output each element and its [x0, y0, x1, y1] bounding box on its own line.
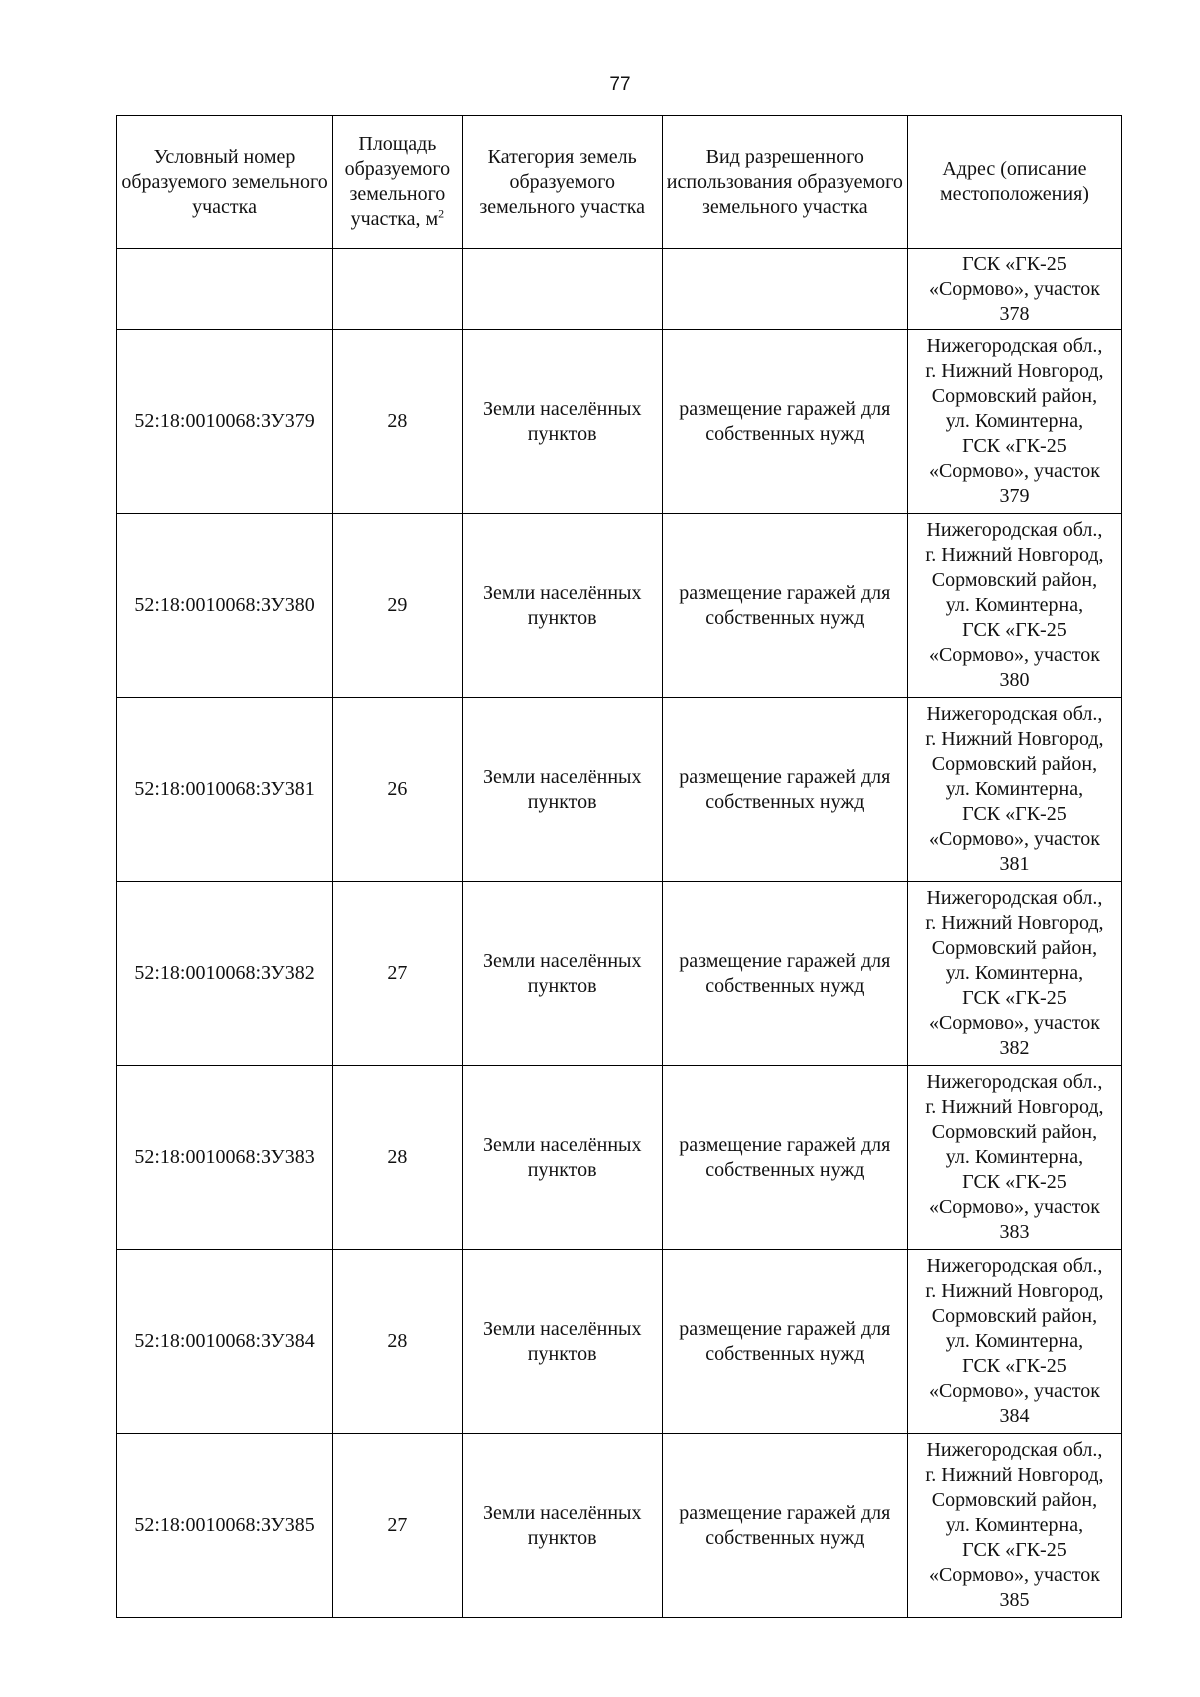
header-row: [117, 116, 1122, 249]
table-header: [117, 116, 1122, 249]
address-line: 385: [999, 1589, 1030, 1611]
address-line: Сормовский район,: [931, 753, 1098, 775]
address-line: Нижегородская обл.,: [926, 1255, 1103, 1277]
address-line: ул. Коминтерна,: [945, 962, 1084, 984]
cell-number: 52:18:0010068:ЗУ380: [117, 514, 333, 698]
cell-number: 52:18:0010068:ЗУ385: [117, 1434, 333, 1618]
address-line: Нижегородская обл.,: [926, 703, 1103, 725]
cell-address: [907, 882, 1121, 1066]
address-line: Нижегородская обл.,: [926, 1071, 1103, 1093]
cell-number: 52:18:0010068:ЗУ379: [117, 330, 333, 514]
table-row: [117, 1434, 1122, 1618]
cell-area: 28: [333, 1250, 463, 1434]
cell-area: 28: [333, 330, 463, 514]
address-line: Нижегородская обл.,: [926, 1439, 1103, 1461]
address-line: ул. Коминтерна,: [945, 1330, 1084, 1352]
address-line: г. Нижний Новгород,: [925, 1464, 1104, 1486]
address-line: г. Нижний Новгород,: [925, 360, 1104, 382]
cell-number: 52:18:0010068:ЗУ382: [117, 882, 333, 1066]
header-address: Адрес (описание местоположения): [907, 116, 1121, 249]
address-line: «Сормово», участок: [928, 1196, 1100, 1218]
address-line: 379: [999, 485, 1030, 507]
cell-category: Земли населённых пунктов: [462, 1434, 662, 1618]
table-row: [117, 1066, 1122, 1250]
header-area: [333, 116, 463, 249]
address-line: ГСК «ГК-25: [962, 619, 1067, 641]
address-line: ул. Коминтерна,: [945, 594, 1084, 616]
address-line: 384: [999, 1405, 1030, 1427]
address-line: ГСК «ГК-25: [962, 1539, 1067, 1561]
cell-category: Земли населённых пунктов: [462, 1066, 662, 1250]
cell-area: 27: [333, 882, 463, 1066]
cell-use: размещение гаражей для собственных нужд: [662, 882, 907, 1066]
cell-use: [662, 249, 907, 330]
cell-address: [907, 698, 1121, 882]
table-body: [117, 249, 1122, 1618]
address-line: 380: [999, 669, 1030, 691]
address-line: г. Нижний Новгород,: [925, 544, 1104, 566]
address-line: ГСК «ГК-25: [962, 987, 1067, 1009]
cell-address: [907, 249, 1121, 330]
address-line: Сормовский район,: [931, 385, 1098, 407]
table-row: [117, 330, 1122, 514]
cell-category: Земли населённых пунктов: [462, 1250, 662, 1434]
cell-area: 26: [333, 698, 463, 882]
cell-address: [907, 1434, 1121, 1618]
cell-address: [907, 1250, 1121, 1434]
header-number: Условный номер образуемого земельного участка: [117, 116, 333, 249]
cell-use: размещение гаражей для собственных нужд: [662, 1066, 907, 1250]
header-area-unit-power: 2: [438, 206, 445, 221]
address-line: «Сормово», участок: [928, 1380, 1100, 1402]
header-category: Категория земель образуемого земельного участка: [462, 116, 662, 249]
cell-use: размещение гаражей для собственных нужд: [662, 1250, 907, 1434]
address-line: г. Нижний Новгород,: [925, 728, 1104, 750]
address-line: 382: [999, 1037, 1030, 1059]
address-line: Сормовский район,: [931, 1305, 1098, 1327]
address-line: Нижегородская обл.,: [926, 335, 1103, 357]
address-line: «Сормово», участок: [928, 460, 1100, 482]
address-line: ул. Коминтерна,: [945, 410, 1084, 432]
address-line: ГСК «ГК-25: [962, 1171, 1067, 1193]
cell-category: [462, 249, 662, 330]
page-number: 77: [609, 74, 631, 95]
cell-use: размещение гаражей для собственных нужд: [662, 514, 907, 698]
address-line: «Сормово», участок: [928, 1012, 1100, 1034]
address-line: «Сормово», участок: [928, 828, 1100, 850]
header-area-label: Площадь образуемого земельного участка, м: [344, 133, 451, 230]
address-line: Сормовский район,: [931, 1489, 1098, 1511]
cell-category: Земли населённых пунктов: [462, 882, 662, 1066]
cell-address: [907, 1066, 1121, 1250]
cell-number: 52:18:0010068:ЗУ383: [117, 1066, 333, 1250]
table-row: [117, 1250, 1122, 1434]
address-line: ГСК «ГК-25: [962, 1355, 1067, 1377]
address-line: «Сормово», участок: [928, 277, 1100, 300]
cell-use: размещение гаражей для собственных нужд: [662, 1434, 907, 1618]
address-line: г. Нижний Новгород,: [925, 1280, 1104, 1302]
cell-area: 28: [333, 1066, 463, 1250]
address-line: г. Нижний Новгород,: [925, 1096, 1104, 1118]
address-line: 378: [999, 302, 1030, 325]
address-line: ГСК «ГК-25: [962, 803, 1067, 825]
address-line: Сормовский район,: [931, 937, 1098, 959]
header-use: Вид разрешенного использования образуемого земельного участка: [662, 116, 907, 249]
cell-category: Земли населённых пунктов: [462, 330, 662, 514]
address-line: ул. Коминтерна,: [945, 778, 1084, 800]
address-line: ГСК «ГК-25: [962, 252, 1067, 275]
cell-number: [117, 249, 333, 330]
cell-area: 29: [333, 514, 463, 698]
address-line: ул. Коминтерна,: [945, 1514, 1084, 1536]
cell-area: 27: [333, 1434, 463, 1618]
table-row: [117, 514, 1122, 698]
cell-area: [333, 249, 463, 330]
cell-number: 52:18:0010068:ЗУ384: [117, 1250, 333, 1434]
address-line: Нижегородская обл.,: [926, 887, 1103, 909]
address-line: «Сормово», участок: [928, 644, 1100, 666]
cell-category: Земли населённых пунктов: [462, 698, 662, 882]
table-row: [117, 882, 1122, 1066]
address-line: 381: [999, 853, 1030, 875]
address-line: 383: [999, 1221, 1030, 1243]
cell-address: [907, 514, 1121, 698]
address-line: Нижегородская обл.,: [926, 519, 1103, 541]
address-line: ул. Коминтерна,: [945, 1146, 1084, 1168]
address-line: Сормовский район,: [931, 1121, 1098, 1143]
address-line: Сормовский район,: [931, 569, 1098, 591]
continued-row: [117, 249, 1122, 330]
land-plots-table: [116, 115, 1122, 1618]
cell-address: [907, 330, 1121, 514]
table-row: [117, 698, 1122, 882]
cell-number: 52:18:0010068:ЗУ381: [117, 698, 333, 882]
cell-use: размещение гаражей для собственных нужд: [662, 330, 907, 514]
address-line: ГСК «ГК-25: [962, 435, 1067, 457]
address-line: «Сормово», участок: [928, 1564, 1100, 1586]
address-line: г. Нижний Новгород,: [925, 912, 1104, 934]
cell-category: Земли населённых пунктов: [462, 514, 662, 698]
cell-use: размещение гаражей для собственных нужд: [662, 698, 907, 882]
